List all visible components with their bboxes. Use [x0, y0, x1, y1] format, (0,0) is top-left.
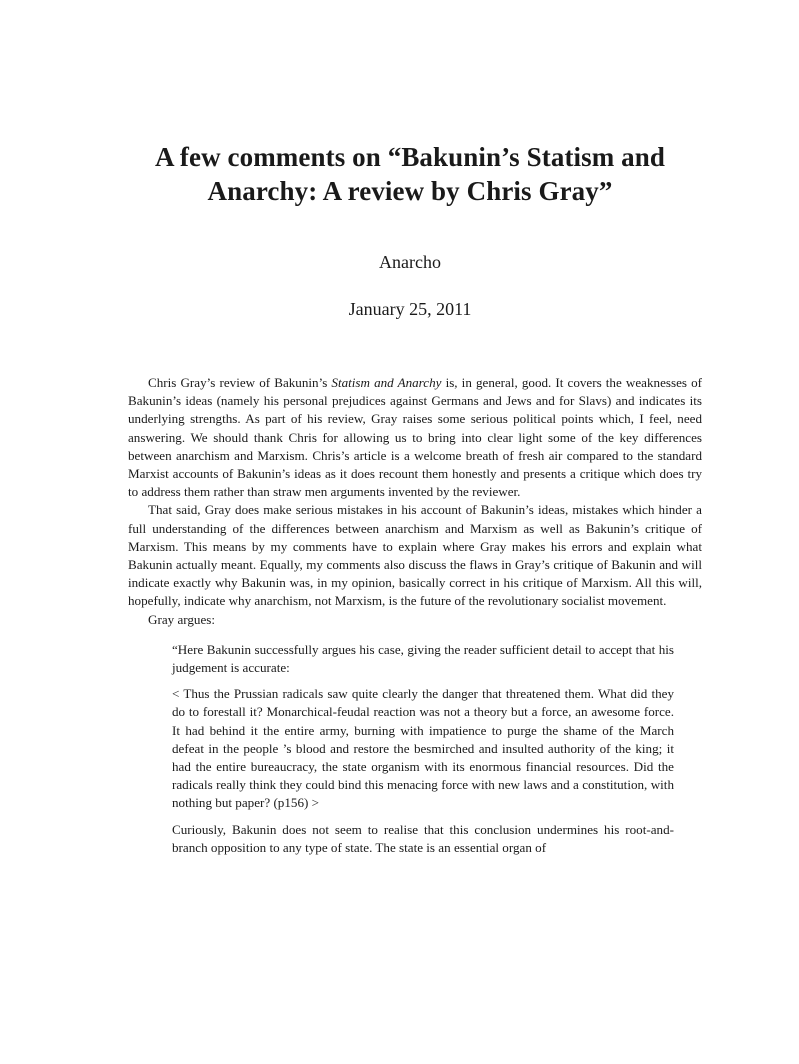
title-line-1: A few comments on “Bakunin’s Statism and [154, 142, 666, 172]
paragraph-1 [128, 374, 702, 501]
title-line-2: Anarchy: A review by Chris Gray” [207, 176, 613, 206]
body-text [128, 374, 702, 857]
publication-date: January 25, 2011 [348, 299, 472, 319]
blockquote [172, 641, 674, 857]
author-name: Anarcho [379, 252, 441, 272]
quote-paragraph-1: “Here Bakunin successfully argues his case, giving the reader sufficient detail to accept that his judgement is accurate: [172, 641, 674, 676]
paragraph-1-rest: is, in general, good. It covers the weaknesses of Bakunin’s ideas (namely his personal prejudices against Germans and Jews and for Slavs) and indicates its underlying strengths. As part of his review, Gray raises some serious political points which, I feel, need answering. We should thank Chris for allowing us to bring into clear light some of the key differences between anarchism and Marxism. Chris’s article is a welcome breath of fresh air compared to the standard Marxist accounts of Bakunin’s ideas as it does recount them honestly and presents a critique which does try to address them rather than straw men arguments invented by the reviewer. [128, 375, 702, 500]
quote-paragraph-2: < Thus the Prussian radicals saw quite clearly the danger that threatened them. What did they do to forestall it? Monarchical-feudal reaction was not a theory but a force, an awesome force. It had behind it the entire army, burning with impatience to purge the shame of the March defeat in the people ’s blood and restore the besmirched and insulted authority of the king; it had the entire bureaucracy, the state organism with its enormous financial resources. Did the radicals really think they could bind this menacing force with new laws and a constitution, with nothing but paper? (p156) > [172, 686, 674, 811]
paragraph-1-start: Chris Gray’s review of Bakunin’s [148, 375, 332, 390]
quote-paragraph-3: Curiously, Bakunin does not seem to realise that this conclusion undermines his root-and-branch opposition to any type of state. The state is an essential organ of [172, 821, 674, 855]
book-title-italic: Statism and Anarchy [331, 375, 442, 390]
paragraph-3: Gray argues: [148, 611, 216, 627]
paragraph-2: That said, Gray does make serious mistakes in his account of Bakunin’s ideas, mistakes which hinder a full understanding of the differences between anarchism and Marxism as well as Bakunin’s critique of Marxism. This means by my comments have to explain where Gray makes his errors and explain what Bakunin actually meant. Equally, my comments also discuss the flaws in Gray’s critique of Bakunin and will indicate exactly why Bakunin was, in my opinion, basically correct in his critique of Marxism. All this will, hopefully, indicate why anarchism, not Marxism, is the future of the revolutionary socialist movement. [128, 502, 702, 609]
document-title [100, 140, 720, 208]
